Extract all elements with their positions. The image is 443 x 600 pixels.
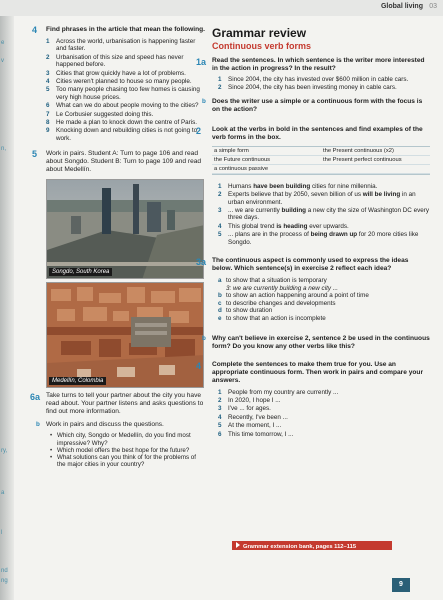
medellin-caption: Medellín, Colombia xyxy=(49,377,106,385)
exercise-2-text: Look at the verbs in bold in the sentences and find examples of the verb forms in the box. xyxy=(212,125,423,141)
songdo-skyline-image xyxy=(47,180,207,279)
exercise-4-right-list xyxy=(218,389,430,438)
exercise-6a-text: Take turns to tell your partner about the city you have read about. Your partner listens and asks questions to find out more information. xyxy=(46,392,204,416)
exercise-1a-number: 1a xyxy=(196,57,207,67)
play-arrow-icon xyxy=(236,542,240,548)
list-item: 1 People from my country are currently ... xyxy=(218,388,339,396)
exercise-5-number: 5 xyxy=(32,149,38,160)
list-item: 2 Since 2004, the city has been investing money in cable cars. xyxy=(218,84,397,92)
list-item: 7 Le Corbusier suggested doing this. xyxy=(46,110,154,118)
grammar-title: Grammar review xyxy=(212,26,307,40)
section-number: 03 xyxy=(429,3,437,10)
exercise-2-list xyxy=(218,183,430,246)
list-item: 3 Cities that grow quickly have a lot of problems. xyxy=(46,69,186,77)
songdo-photo xyxy=(46,179,207,279)
previous-page-edge xyxy=(0,0,10,600)
list-item: 5 Too many people chasing too few homes is causing very high house prices. xyxy=(46,86,200,101)
box-item: the Future continuous xyxy=(212,156,321,165)
verb-forms-box xyxy=(212,146,430,175)
list-item: 3: we are currently building a new city ... xyxy=(226,284,338,292)
exercise-1b-text: Does the writer use a simple or a continuous form with the focus is on the action? xyxy=(212,97,423,113)
edge-fragment: ng xyxy=(1,578,8,584)
edge-fragment: ry, xyxy=(1,448,8,454)
exercise-2-number: 2 xyxy=(196,125,202,136)
list-item: e to show that an action is incomplete xyxy=(218,315,326,323)
right-column xyxy=(196,26,430,439)
exercise-4-right-number: 4 xyxy=(196,360,202,371)
exercise-1b-label: b xyxy=(202,97,206,105)
list-item: 3 ... we are currently building a new city the size of Washington DC every three days. xyxy=(218,207,429,222)
edge-fragment: e xyxy=(1,40,5,46)
list-item: • What solutions can you think of for the problems of the major cities in your country? xyxy=(50,454,206,469)
list-item: 9 Knocking down and rebuilding cities is not going to work. xyxy=(46,127,198,142)
list-item: d to show duration xyxy=(218,307,273,315)
edge-fragment: v xyxy=(1,58,4,64)
list-item: 6 What can we do about people moving to the cities? xyxy=(46,102,199,110)
list-item: • Which model offers the best hope for the future? xyxy=(50,447,206,454)
box-item: a continuous passive xyxy=(212,165,321,174)
list-item: 4 Cities weren't planned to house so many people. xyxy=(46,78,192,86)
exercise-3a-text: The continuous aspect is commonly used to express the ideas below. Which sentence(s) in exercise 2 reflect each idea? xyxy=(212,257,409,273)
exercise-3a-number: 3a xyxy=(196,257,207,268)
exercise-3b-label: b xyxy=(202,334,206,342)
exercise-4-number: 4 xyxy=(32,25,38,35)
list-item: 6 This time tomorrow, I ... xyxy=(218,430,294,438)
box-item xyxy=(321,165,430,174)
exercise-4-right-text: Complete the sentences to make them true for you. Use an appropriate continuous form. Then work in pairs and compare your answers. xyxy=(212,360,424,384)
list-item: 4 This global trend is heading ever upwards. xyxy=(218,222,349,230)
edge-fragment: a xyxy=(1,490,5,496)
medellin-city-image xyxy=(47,283,204,388)
page-number: 9 xyxy=(392,578,410,592)
exercise-6b-text: Work in pairs and discuss the questions. xyxy=(46,421,164,429)
box-item: the Present continuous (x2) xyxy=(321,147,430,156)
running-header xyxy=(0,0,443,16)
list-item: 1 Across the world, urbanisation is happening faster and faster. xyxy=(46,38,196,53)
medellin-photo xyxy=(46,282,204,388)
list-item: 2 Experts believe that by 2050, seven billion of us will be living in an urban environment. xyxy=(218,191,416,206)
list-item: 2 In 2020, I hope I ... xyxy=(218,397,281,405)
extension-label: Grammar extension bank, pages 112–115 xyxy=(243,544,357,550)
list-item: a to show that a situation is temporary xyxy=(218,277,327,285)
exercise-4-instruction: Find phrases in the article that mean the following. xyxy=(46,26,206,33)
list-item: 3 I've ... for ages. xyxy=(218,405,271,413)
exercise-3a-list xyxy=(218,277,430,323)
list-item: 1 Humans have been building cities for nine millennia. xyxy=(218,182,378,190)
list-item: 5 At the moment, I ... xyxy=(218,422,282,430)
list-item: 8 He made a plan to knock down the centre of Paris. xyxy=(46,119,198,127)
exercise-3b-text: Why can't believe in exercise 2, sentence 2 be used in the continuous form? Do you know any other verbs like this? xyxy=(212,334,430,350)
exercise-1a-list xyxy=(218,76,430,92)
section-title: Global living xyxy=(380,3,423,10)
grammar-extension-bank-link[interactable] xyxy=(232,541,392,550)
discussion-questions xyxy=(50,432,206,468)
list-item: c to describe changes and developments xyxy=(218,299,336,307)
list-item: • Which city, Songdo or Medellín, do you find most impressive? Why? xyxy=(50,432,206,447)
list-item: 4 Recently, I've been ... xyxy=(218,413,288,421)
left-column xyxy=(30,25,206,469)
box-item: a simple form xyxy=(212,147,321,156)
edge-fragment: nd xyxy=(1,568,8,574)
list-item: 1 Since 2004, the city has invested over $600 million in cable cars. xyxy=(218,76,409,83)
edge-fragment: l xyxy=(1,530,3,536)
exercise-1a-text: Read the sentences. In which sentence is the writer more interested in the action in progress? In the result? xyxy=(212,57,425,72)
exercise-4-list xyxy=(46,38,206,142)
exercise-6a-number: 6a xyxy=(30,392,41,403)
list-item: b to show an action happening around a point of time xyxy=(218,292,369,300)
grammar-subtitle: Continuous verb forms xyxy=(212,41,312,51)
songdo-caption: Songdo, South Korea xyxy=(49,268,112,276)
list-item: 5 ... plans are in the process of being drawn up for 20 more cities like Songdo. xyxy=(218,231,419,246)
box-item: the Present perfect continuous xyxy=(321,156,430,165)
edge-fragment: n, xyxy=(1,146,7,152)
exercise-6b-label: b xyxy=(36,421,40,429)
exercise-5-text: Work in pairs. Student A: Turn to page 106 and read about Songdo. Student B: Turn to page 109 and read about Medellín. xyxy=(46,150,202,174)
list-item: 2 Urbanisation of this size and speed has never happened before. xyxy=(46,53,184,69)
